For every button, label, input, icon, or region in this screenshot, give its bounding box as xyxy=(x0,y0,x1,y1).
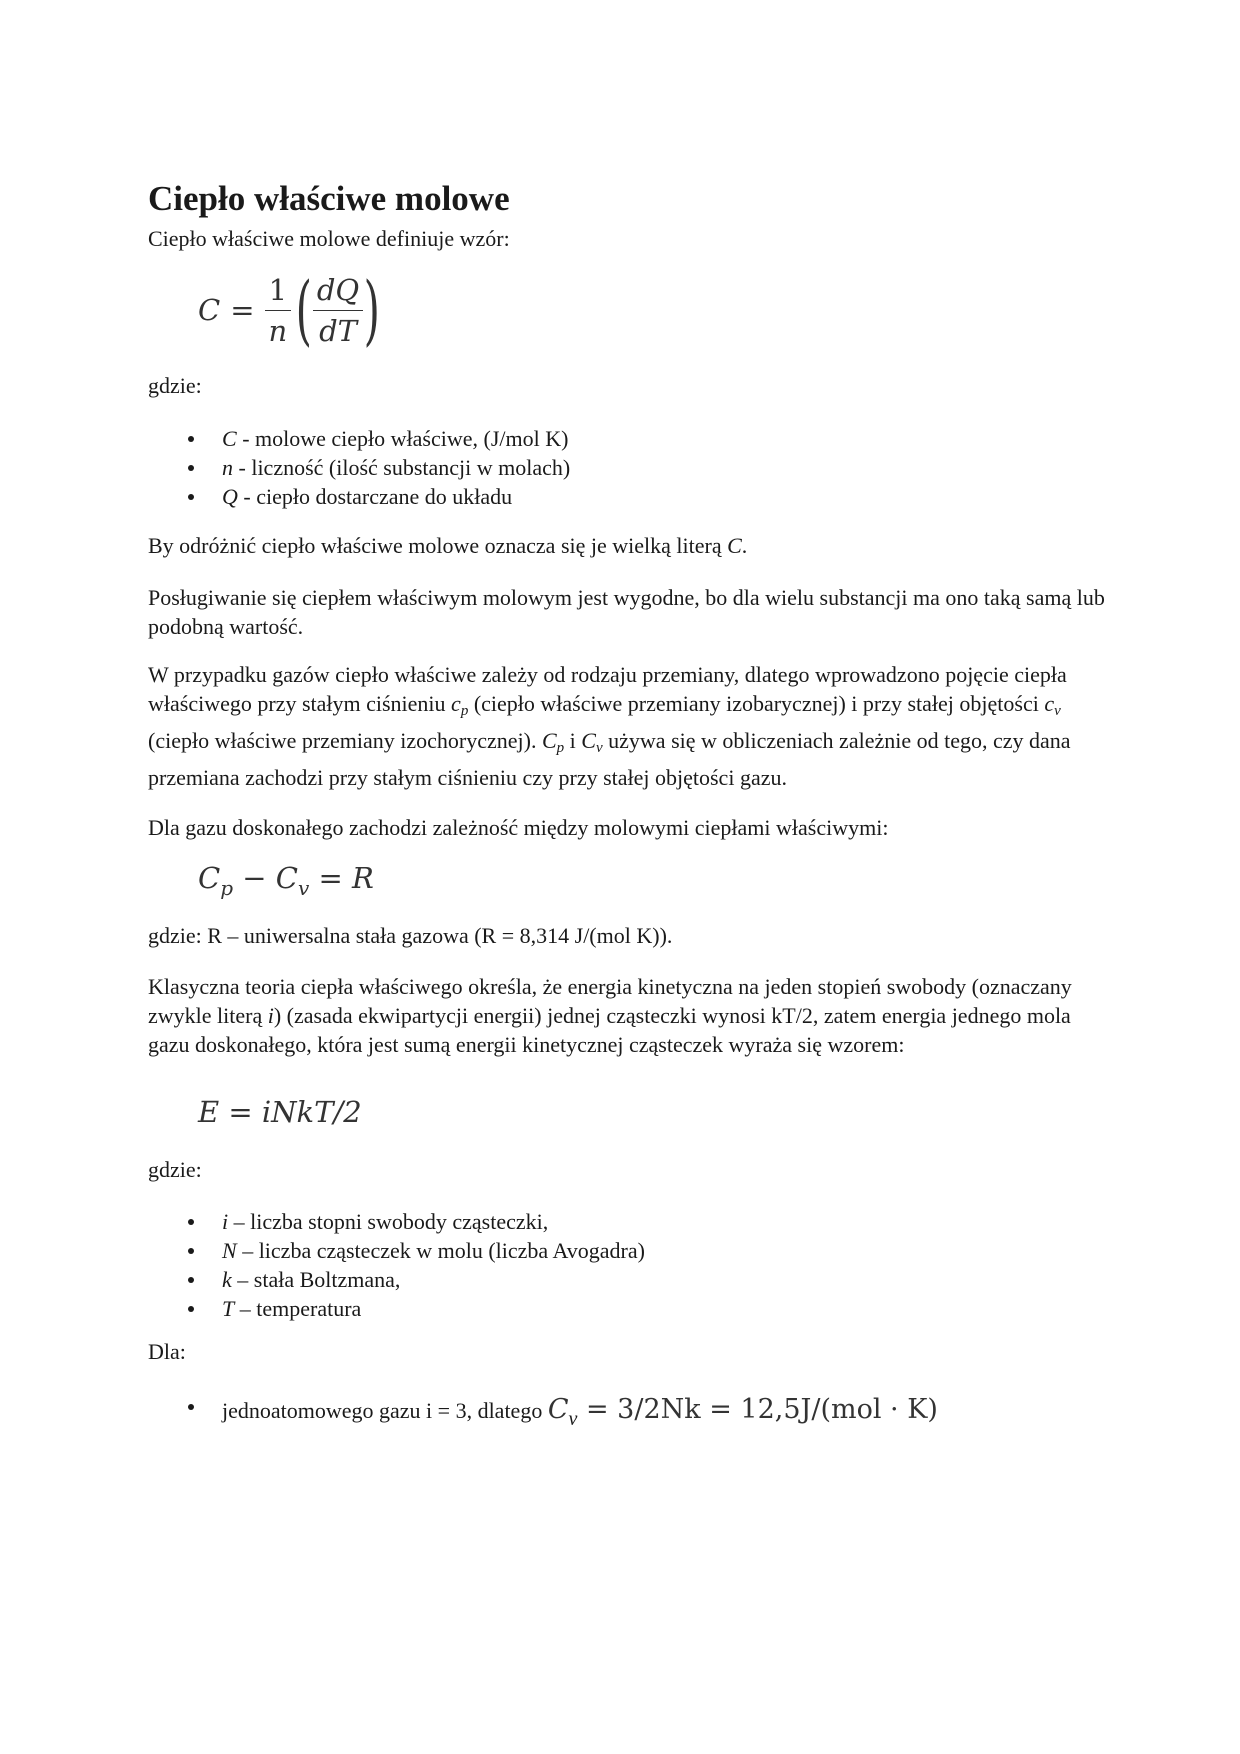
formula-energy: E = iNkT/2 xyxy=(198,1095,362,1129)
paragraph-gas-constant: gdzie: R – uniwersalna stała gazowa (R = 8,314 J/(mol K)). xyxy=(148,923,673,948)
paragraph-ideal-gas: Dla gazu doskonałego zachodzi zależność między molowymi ciepłami właściwymi: xyxy=(148,815,889,840)
list-item: k – stała Boltzmana, xyxy=(148,1265,1108,1294)
list-item: C - molowe ciepło właściwe, (J/mol K) xyxy=(148,424,1108,453)
list-item: n - liczność (ilość substancji w molach) xyxy=(148,453,1108,482)
formula-equals: = xyxy=(230,292,255,327)
definition-list-1 xyxy=(148,424,1108,511)
inner-numerator: dQ xyxy=(313,273,363,311)
inner-denominator: dT xyxy=(319,313,357,348)
list-item: i – liczba stopni swobody cząsteczki, xyxy=(148,1207,1108,1236)
list-item: Q - ciepło dostarczane do układu xyxy=(148,482,1108,511)
formula-mayer: $C_p - C_v = R$ xyxy=(198,861,374,900)
formula-outer-fraction xyxy=(265,273,292,348)
right-paren: ) xyxy=(363,265,381,354)
list-item: T – temperatura xyxy=(148,1294,1108,1323)
fraction-numerator: 1 xyxy=(265,273,291,311)
paragraph-for: Dla: xyxy=(148,1339,186,1364)
formula-lhs: C xyxy=(198,292,221,327)
list-item: jednoatomowego gazu i = 3, dlatego Cv = 3/2Nk = 12,5J/(mol · K) xyxy=(148,1392,1108,1428)
intro-paragraph: Ciepło właściwe molowe definiuje wzór: xyxy=(148,226,510,251)
paragraph-gases: W przypadku gazów ciepło właściwe zależy od rodzaju przemiany, dlatego wprowadzono pojęcie ciepła właściwego przy stałym ciśnieniu $c_p$ (ciepło właściwe przemiany izobarycznej) i przy stałej objętości $c_v$ (ciepło właściwe przemiany izochorycznej). $C_p$ i $C_v$ używa się w obliczeniach zależnie od tego, czy dana przemiana zachodzi przy stałym ciśnieniu czy przy stałej objętości gazu. xyxy=(148,662,1071,790)
formula-inner-fraction xyxy=(313,273,363,348)
page-title: Ciepło właściwe molowe xyxy=(148,179,510,218)
paragraph-convenience: Posługiwanie się ciepłem właściwym molowym jest wygodne, bo dla wielu substancji ma ono taką samą lub podobną wartość. xyxy=(148,585,1105,639)
paragraph-capital-c: By odróżnić ciepło właściwe molowe oznacza się je wielką literą C. xyxy=(148,533,748,558)
paragraph-equipartition: Klasyczna teoria ciepła właściwego określa, że energia kinetyczna na jeden stopień swobody (oznaczany zwykle literą i) (zasada ekwipartycji energii) jednej cząsteczki wynosi kT/2, zatem energia jednego mola gazu doskonałego, która jest sumą energii kinetycznej cząsteczek wyraża się wzorem: xyxy=(148,974,1072,1057)
gas-type-list xyxy=(148,1392,1108,1428)
where-label-2: gdzie: xyxy=(148,1157,202,1182)
left-paren: ( xyxy=(295,265,313,354)
list-item: N – liczba cząsteczek w molu (liczba Avogadra) xyxy=(148,1236,1108,1265)
definition-list-2 xyxy=(148,1207,1108,1323)
where-label-1: gdzie: xyxy=(148,373,202,398)
formula-molar-heat xyxy=(198,265,1158,354)
fraction-denominator: n xyxy=(268,313,288,348)
